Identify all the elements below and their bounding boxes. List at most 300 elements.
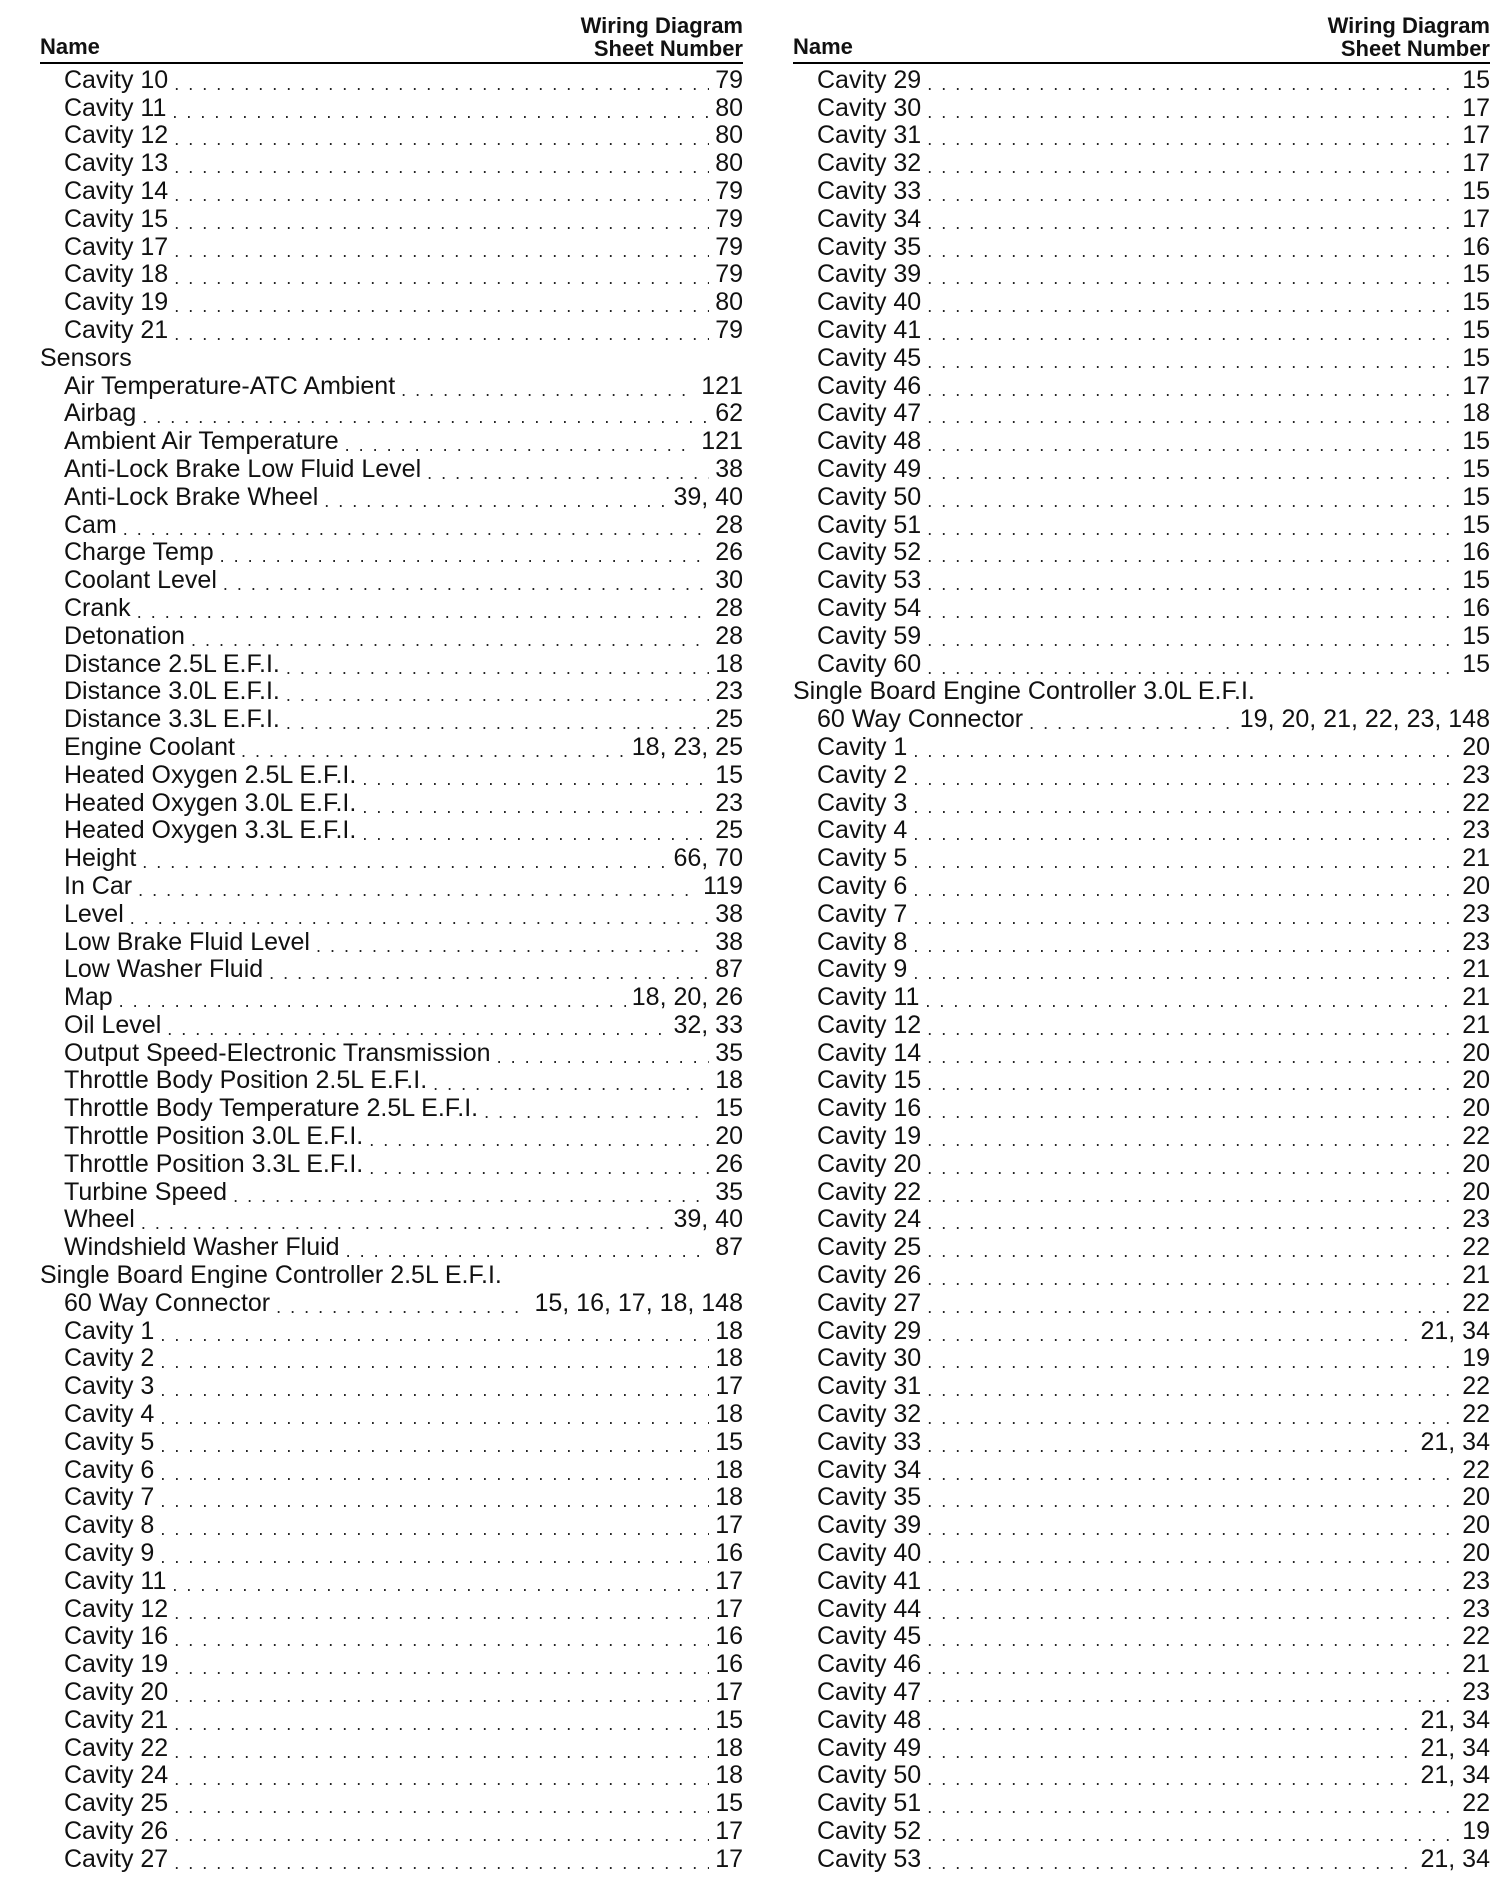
dot-leader xyxy=(276,1297,528,1317)
entry-name: Cavity 33 xyxy=(817,1428,922,1456)
entry-name: Cavity 34 xyxy=(817,1455,922,1484)
entry-name: Cavity 9 xyxy=(64,1539,155,1568)
entry-name: Cavity 25 xyxy=(64,1789,169,1818)
sheet-number: 15 xyxy=(1462,66,1490,94)
sheet-number: 18 xyxy=(715,1733,743,1762)
index-entry xyxy=(40,1372,743,1400)
dot-leader xyxy=(138,880,697,900)
dot-leader xyxy=(286,713,709,733)
sheet-number: 15 xyxy=(1462,649,1490,678)
entry-name: Cavity 45 xyxy=(817,1622,922,1651)
dot-leader xyxy=(160,1380,709,1400)
dot-leader xyxy=(927,1408,1456,1428)
entry-name: Sensors xyxy=(40,343,132,372)
dot-leader xyxy=(927,407,1456,427)
index-entry xyxy=(40,928,743,956)
sheet-number: 25 xyxy=(715,816,743,845)
sheet-number: 15 xyxy=(1462,343,1490,372)
sheet-number: 20 xyxy=(1462,872,1490,900)
index-entry xyxy=(40,483,743,511)
sheet-number: 20 xyxy=(1462,733,1490,761)
sheet-number: 21 xyxy=(1462,1011,1490,1039)
entry-name: Cavity 60 xyxy=(817,649,922,678)
sheet-number: 15 xyxy=(1462,510,1490,539)
entry-name: Cavity 17 xyxy=(64,232,169,261)
column-header xyxy=(40,6,743,64)
index-entry xyxy=(793,149,1490,177)
dot-leader xyxy=(927,129,1456,149)
dot-leader xyxy=(191,630,709,650)
dot-leader xyxy=(174,1714,709,1734)
sheet-number: 15 xyxy=(715,1428,743,1456)
dot-leader xyxy=(927,1130,1456,1150)
sheet-number: 22 xyxy=(1462,1372,1490,1401)
dot-leader xyxy=(174,185,709,205)
dot-leader xyxy=(927,1102,1456,1122)
entry-name: Cavity 54 xyxy=(817,594,922,622)
sheet-number: 21, 34 xyxy=(1420,1428,1490,1456)
dot-leader xyxy=(927,241,1456,261)
sheet-number: 80 xyxy=(715,121,743,150)
index-entry xyxy=(793,511,1490,539)
index-entry xyxy=(793,1261,1490,1289)
dot-leader xyxy=(927,1603,1456,1623)
sheet-number: 17 xyxy=(1462,93,1490,122)
dot-leader xyxy=(433,1074,709,1094)
entry-name: Cavity 29 xyxy=(817,1316,922,1345)
entry-name: Anti-Lock Brake Wheel xyxy=(64,482,319,511)
index-entry xyxy=(40,1317,743,1345)
sheet-number: 15 xyxy=(715,1789,743,1818)
sheet-column-label xyxy=(581,14,743,60)
entry-name: Cavity 32 xyxy=(817,1400,922,1429)
index-entry xyxy=(40,1206,743,1234)
index-entry xyxy=(40,1511,743,1539)
sheet-number: 23 xyxy=(1462,1567,1490,1595)
entry-name: Anti-Lock Brake Low Fluid Level xyxy=(64,455,422,483)
entry-name: Cavity 15 xyxy=(817,1066,922,1095)
index-entry xyxy=(40,1150,743,1178)
sheet-number: 18, 23, 25 xyxy=(631,733,743,761)
sheet-number: 15, 16, 17, 18, 148 xyxy=(534,1289,743,1317)
dot-leader xyxy=(913,880,1456,900)
dot-leader xyxy=(927,268,1456,288)
dot-leader xyxy=(167,1019,667,1039)
sheet-number: 23 xyxy=(715,788,743,817)
entry-name: Cavity 50 xyxy=(817,1761,922,1790)
sheet-number: 39, 40 xyxy=(673,482,743,511)
dot-leader xyxy=(927,157,1456,177)
index-entry xyxy=(40,539,743,567)
entry-name: Cavity 41 xyxy=(817,1567,922,1595)
index-entry xyxy=(40,427,743,455)
dot-leader xyxy=(927,380,1456,400)
entry-name: Cavity 12 xyxy=(817,1011,922,1039)
entry-name: Cavity 30 xyxy=(817,93,922,122)
index-entry xyxy=(793,455,1490,483)
sheet-number: 17 xyxy=(1462,371,1490,400)
index-entry xyxy=(793,594,1490,622)
dot-leader xyxy=(927,1186,1456,1206)
sheet-number: 22 xyxy=(1462,1789,1490,1818)
index-entry xyxy=(40,1484,743,1512)
sheet-number: 18 xyxy=(715,1316,743,1345)
index-entry xyxy=(40,261,743,289)
entry-name: Cavity 4 xyxy=(817,816,908,845)
sheet-number: 15 xyxy=(1462,621,1490,650)
entry-name: Cavity 12 xyxy=(64,121,169,150)
dot-leader xyxy=(927,1491,1456,1511)
dot-leader xyxy=(927,1769,1414,1789)
entry-name: Oil Level xyxy=(64,1011,162,1039)
dot-leader xyxy=(927,1158,1456,1178)
sheet-number: 16 xyxy=(1462,594,1490,622)
entry-name: Distance 3.3L E.F.I. xyxy=(64,705,280,734)
dot-leader xyxy=(913,824,1456,844)
index-entry xyxy=(40,1428,743,1456)
sheet-number: 21, 34 xyxy=(1420,1845,1490,1873)
entry-name: Charge Temp xyxy=(64,538,214,567)
dot-leader xyxy=(927,1047,1456,1067)
dot-leader xyxy=(925,991,1456,1011)
dot-leader xyxy=(160,1519,709,1539)
index-entry xyxy=(40,122,743,150)
index-entry xyxy=(793,1289,1490,1317)
index-entry xyxy=(40,1678,743,1706)
dot-leader xyxy=(316,936,709,956)
index-entry xyxy=(793,177,1490,205)
dot-leader xyxy=(172,102,709,122)
entry-name: Cavity 16 xyxy=(817,1094,922,1123)
dot-leader xyxy=(927,324,1456,344)
entry-name: Cavity 41 xyxy=(817,316,922,344)
sheet-number: 17 xyxy=(1462,204,1490,233)
sheet-number: 20 xyxy=(1462,1177,1490,1206)
sheet-number: 15 xyxy=(715,1706,743,1734)
entry-name: Cavity 24 xyxy=(64,1761,169,1790)
dot-leader xyxy=(174,268,709,288)
entry-name: Cavity 46 xyxy=(817,371,922,400)
sheet-number: 15 xyxy=(1462,316,1490,344)
index-entry xyxy=(40,761,743,789)
sheet-number: 16 xyxy=(1462,232,1490,261)
entry-name: Wheel xyxy=(64,1205,135,1234)
sheet-number: 79 xyxy=(715,177,743,205)
index-entry xyxy=(793,372,1490,400)
sheet-number: 32, 33 xyxy=(673,1011,743,1039)
sheet-number: 15 xyxy=(1462,260,1490,289)
sheet-label-line2: Sheet Number xyxy=(1340,36,1490,61)
sheet-number: 26 xyxy=(715,538,743,567)
index-entry xyxy=(40,900,743,928)
index-entry xyxy=(40,66,743,94)
index-entry xyxy=(793,1845,1490,1873)
dot-leader xyxy=(220,546,710,566)
name-column-label: Name xyxy=(40,34,100,59)
entry-name: Cavity 2 xyxy=(64,1344,155,1373)
index-entry xyxy=(40,1567,743,1595)
sheet-number: 25 xyxy=(715,705,743,734)
sheet-number: 16 xyxy=(715,1622,743,1651)
dot-leader xyxy=(927,1825,1456,1845)
dot-leader xyxy=(174,1603,709,1623)
dot-leader xyxy=(927,1325,1414,1345)
sheet-number: 38 xyxy=(715,899,743,928)
index-entry xyxy=(40,1623,743,1651)
index-entry xyxy=(40,789,743,817)
dot-leader xyxy=(927,296,1456,316)
entry-name: Cavity 45 xyxy=(817,343,922,372)
index-entry xyxy=(793,844,1490,872)
index-entry xyxy=(40,705,743,733)
entry-name: Cavity 30 xyxy=(817,1344,922,1373)
dot-leader xyxy=(913,908,1456,928)
index-entry xyxy=(40,1011,743,1039)
sheet-number: 21, 34 xyxy=(1420,1733,1490,1762)
index-entry xyxy=(793,427,1490,455)
index-entry xyxy=(793,400,1490,428)
index-entry xyxy=(793,1178,1490,1206)
dot-leader xyxy=(160,1436,709,1456)
dot-leader xyxy=(484,1102,709,1122)
entry-name: Cavity 11 xyxy=(64,1567,167,1595)
entry-name: Cavity 49 xyxy=(817,455,922,483)
dot-leader xyxy=(160,1325,709,1345)
dot-leader xyxy=(913,936,1456,956)
index-entry xyxy=(793,1233,1490,1261)
entry-name: Output Speed-Electronic Transmission xyxy=(64,1038,491,1067)
sheet-number: 21 xyxy=(1462,844,1490,873)
entry-name: Cavity 15 xyxy=(64,204,169,233)
entry-name: Low Brake Fluid Level xyxy=(64,927,310,956)
sheet-number: 19, 20, 21, 22, 23, 148 xyxy=(1239,705,1490,734)
sheet-number: 79 xyxy=(715,316,743,344)
sheet-number: 21 xyxy=(1462,1650,1490,1679)
dot-leader xyxy=(427,463,709,483)
index-list-left xyxy=(40,66,743,1873)
entry-name: Cavity 39 xyxy=(817,1511,922,1540)
index-entry xyxy=(793,1122,1490,1150)
sheet-number: 21 xyxy=(1462,1261,1490,1290)
index-entry xyxy=(40,1094,743,1122)
entry-name: Air Temperature-ATC Ambient xyxy=(64,371,396,400)
sheet-number: 119 xyxy=(703,872,743,900)
dot-leader xyxy=(174,1853,709,1873)
sheet-number: 79 xyxy=(715,66,743,94)
index-entry xyxy=(40,288,743,316)
dot-leader xyxy=(174,1797,709,1817)
index-entry xyxy=(793,483,1490,511)
sheet-number: 18 xyxy=(715,649,743,678)
sheet-number: 15 xyxy=(1462,427,1490,456)
dot-leader xyxy=(927,630,1456,650)
entry-name: Level xyxy=(64,899,124,928)
entry-name: Cavity 32 xyxy=(817,149,922,178)
index-entry xyxy=(40,1706,743,1734)
entry-name: Cavity 5 xyxy=(64,1428,155,1456)
dot-leader xyxy=(362,824,709,844)
index-entry xyxy=(40,844,743,872)
sheet-number: 62 xyxy=(715,399,743,428)
index-heading xyxy=(40,1261,743,1289)
index-heading xyxy=(793,678,1490,706)
sheet-label-line1: Wiring Diagram xyxy=(580,13,743,38)
dot-leader xyxy=(927,1797,1456,1817)
entry-name: Cavity 12 xyxy=(64,1594,169,1623)
sheet-label-line2: Sheet Number xyxy=(593,36,743,61)
entry-name: Cavity 20 xyxy=(817,1150,922,1178)
entry-name: Cavity 5 xyxy=(817,844,908,873)
entry-name: Cavity 33 xyxy=(817,177,922,205)
dot-leader xyxy=(174,1825,709,1845)
entry-name: Cavity 40 xyxy=(817,1539,922,1568)
index-entry xyxy=(40,316,743,344)
index-entry xyxy=(40,983,743,1011)
dot-leader xyxy=(927,1436,1414,1456)
dot-leader xyxy=(927,1686,1456,1706)
entry-name: Cavity 8 xyxy=(64,1511,155,1540)
index-entry xyxy=(40,1456,743,1484)
entry-name: Cavity 21 xyxy=(64,1706,169,1734)
dot-leader xyxy=(160,1547,709,1567)
sheet-number: 20 xyxy=(1462,1511,1490,1540)
index-entry xyxy=(793,900,1490,928)
dot-leader xyxy=(174,213,709,233)
dot-leader xyxy=(927,185,1456,205)
index-heading xyxy=(40,344,743,372)
dot-leader xyxy=(927,1519,1456,1539)
entry-name: Cavity 20 xyxy=(64,1678,169,1707)
sheet-number: 121 xyxy=(701,427,743,456)
entry-name: Detonation xyxy=(64,621,185,650)
dot-leader xyxy=(362,797,709,817)
index-entry xyxy=(793,1039,1490,1067)
entry-name: Cavity 6 xyxy=(817,872,908,900)
dot-leader xyxy=(401,380,695,400)
entry-name: Cavity 34 xyxy=(817,204,922,233)
dot-leader xyxy=(497,1047,710,1067)
dot-leader xyxy=(913,852,1456,872)
dot-leader xyxy=(927,1575,1456,1595)
dot-leader xyxy=(362,769,709,789)
entry-name: Throttle Position 3.3L E.F.I. xyxy=(64,1150,364,1178)
sheet-number: 17 xyxy=(715,1511,743,1540)
sheet-number: 17 xyxy=(715,1372,743,1401)
index-entry xyxy=(793,956,1490,984)
entry-name: Cavity 31 xyxy=(817,1372,922,1401)
sheet-number: 17 xyxy=(1462,149,1490,178)
dot-leader xyxy=(174,241,709,261)
entry-name: Throttle Body Position 2.5L E.F.I. xyxy=(64,1066,428,1095)
dot-leader xyxy=(927,491,1456,511)
index-entry xyxy=(793,1678,1490,1706)
dot-leader xyxy=(927,74,1456,94)
index-entry xyxy=(40,205,743,233)
index-entry xyxy=(40,1539,743,1567)
index-entry xyxy=(793,205,1490,233)
index-entry xyxy=(40,1400,743,1428)
sheet-number: 23 xyxy=(1462,760,1490,789)
dot-leader xyxy=(927,1074,1456,1094)
entry-name: 60 Way Connector xyxy=(64,1289,271,1317)
index-entry xyxy=(40,1039,743,1067)
entry-name: Cavity 24 xyxy=(817,1205,922,1234)
dot-leader xyxy=(913,769,1456,789)
entry-name: Cavity 9 xyxy=(817,955,908,984)
sheet-number: 17 xyxy=(715,1567,743,1595)
sheet-number: 15 xyxy=(1462,482,1490,511)
dot-leader xyxy=(345,435,696,455)
entry-name: Cavity 27 xyxy=(64,1845,169,1873)
entry-name: Heated Oxygen 2.5L E.F.I. xyxy=(64,760,357,789)
dot-leader xyxy=(142,852,667,872)
index-entry xyxy=(40,1817,743,1845)
sheet-number: 23 xyxy=(1462,1205,1490,1234)
entry-name: Cavity 11 xyxy=(817,983,920,1012)
entry-name: Cavity 6 xyxy=(64,1455,155,1484)
index-entry xyxy=(40,1289,743,1317)
sheet-number: 21, 34 xyxy=(1420,1316,1490,1345)
sheet-number: 38 xyxy=(715,455,743,483)
index-entry xyxy=(793,233,1490,261)
index-entry xyxy=(40,1845,743,1873)
dot-leader xyxy=(174,324,709,344)
dot-leader xyxy=(927,658,1456,678)
index-entry xyxy=(793,1539,1490,1567)
dot-leader xyxy=(119,991,626,1011)
sheet-number: 21, 34 xyxy=(1420,1706,1490,1734)
index-entry xyxy=(40,233,743,261)
sheet-number: 35 xyxy=(715,1177,743,1206)
index-entry xyxy=(40,594,743,622)
entry-name: Cavity 8 xyxy=(817,927,908,956)
index-entry xyxy=(793,316,1490,344)
dot-leader xyxy=(927,1241,1456,1261)
index-entry xyxy=(40,1734,743,1762)
entry-name: Cavity 35 xyxy=(817,232,922,261)
sheet-number: 22 xyxy=(1462,1455,1490,1484)
entry-name: Cavity 27 xyxy=(817,1289,922,1317)
index-entry xyxy=(793,1150,1490,1178)
entry-name: Cavity 18 xyxy=(64,260,169,289)
dot-leader xyxy=(174,1686,709,1706)
entry-name: Cavity 19 xyxy=(64,1650,169,1679)
entry-name: Coolant Level xyxy=(64,566,217,595)
sheet-number: 23 xyxy=(1462,1594,1490,1623)
index-entry xyxy=(40,622,743,650)
sheet-number: 23 xyxy=(1462,1678,1490,1707)
entry-name: Cavity 49 xyxy=(817,1733,922,1762)
sheet-number: 16 xyxy=(1462,538,1490,567)
entry-name: Low Washer Fluid xyxy=(64,955,264,984)
dot-leader xyxy=(913,797,1456,817)
sheet-number: 22 xyxy=(1462,1289,1490,1317)
entry-name: Single Board Engine Controller 2.5L E.F.I. xyxy=(40,1261,502,1290)
index-entry xyxy=(793,1623,1490,1651)
index-entry xyxy=(793,761,1490,789)
sheet-number: 18 xyxy=(715,1455,743,1484)
dot-leader xyxy=(927,1547,1456,1567)
index-entry xyxy=(793,1400,1490,1428)
dot-leader xyxy=(174,129,709,149)
entry-name: Cavity 52 xyxy=(817,538,922,567)
dot-leader xyxy=(160,1408,709,1428)
sheet-label-line1: Wiring Diagram xyxy=(1327,13,1490,38)
sheet-number: 20 xyxy=(1462,1483,1490,1512)
entry-name: Cavity 51 xyxy=(817,510,922,539)
sheet-number: 18, 20, 26 xyxy=(631,983,743,1012)
sheet-number: 20 xyxy=(715,1122,743,1151)
